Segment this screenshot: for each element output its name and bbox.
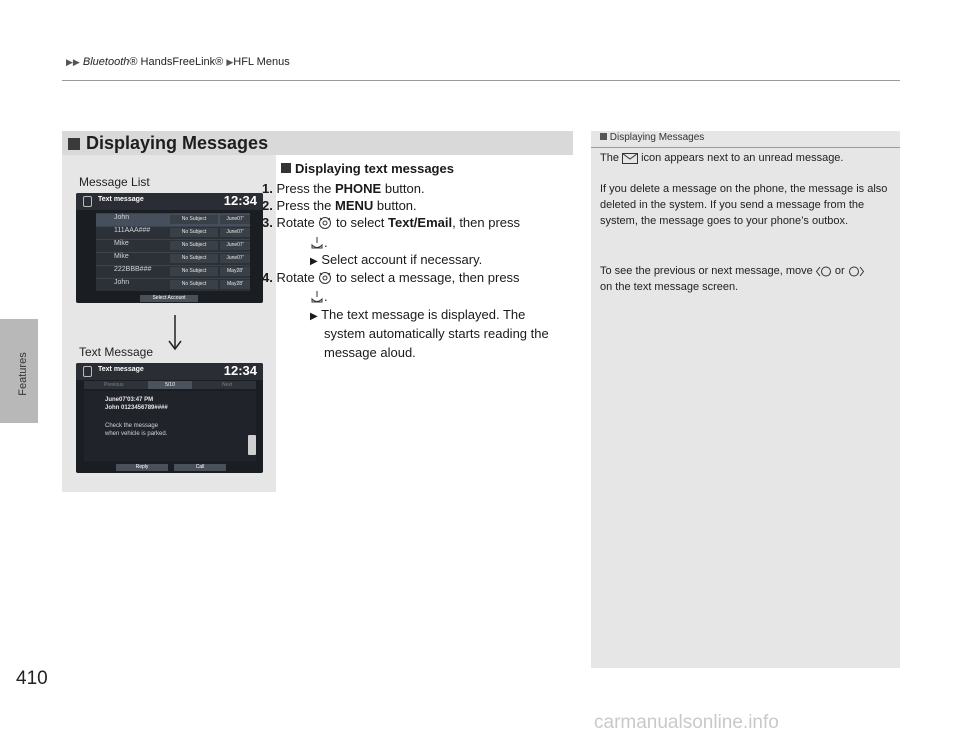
breadcrumb: ▶▶ Bluetooth® HandsFreeLink® ▶HFL Menus [66, 56, 290, 68]
note-marker-icon [600, 133, 607, 140]
square-bullet-icon [281, 163, 291, 173]
step-1: 1. Press the PHONE button. [262, 181, 425, 196]
note-navigation: To see the previous or next message, move or on the text message screen. [600, 263, 893, 295]
rotate-dial-icon [318, 271, 332, 285]
phone-icon [83, 366, 92, 377]
step-3: 3. Rotate to select Text/Email, then press [262, 215, 521, 230]
watermark: carmanualsonline.info [594, 712, 779, 733]
phone-icon [83, 196, 92, 207]
square-bullet-icon [68, 138, 80, 150]
select-account-button[interactable]: Select Account [140, 295, 198, 302]
note-unread-icon: The icon appears next to an unread message. [600, 152, 844, 164]
step-4-note: ▶ The text message is displayed. The [310, 307, 526, 322]
message-list-screen [76, 193, 263, 303]
down-arrow-icon [168, 315, 182, 351]
message-row[interactable]: John No Subject May28' [96, 278, 250, 291]
step-2: 2. Press the MENU button. [262, 198, 417, 213]
screen-header: Text message 12:34 [76, 363, 263, 380]
message-row[interactable]: John No Subject June07' [96, 213, 250, 226]
section-header: Displaying Messages [62, 131, 573, 155]
figure-caption-message-list: Message List [79, 175, 150, 189]
step-4-note-line3: message aloud. [324, 345, 416, 360]
page-number: 410 [16, 668, 48, 689]
notes-title: Displaying Messages [600, 132, 704, 143]
rotate-dial-icon [318, 216, 332, 230]
press-dial-icon [310, 290, 324, 304]
move-right-icon [848, 266, 864, 277]
step-3-press: . [310, 233, 625, 253]
step-3-note: ▶ Select account if necessary. [310, 252, 483, 267]
step-4-press: . [310, 287, 625, 307]
message-row[interactable]: Mike No Subject June07' [96, 239, 250, 252]
previous-tab[interactable]: Previous [104, 382, 124, 388]
arrow-icon: ▶ [310, 256, 318, 267]
reply-button[interactable]: Reply [116, 464, 168, 471]
step-4-note-line2: system automatically starts reading the [324, 326, 549, 341]
envelope-icon [622, 153, 638, 164]
next-tab[interactable]: Next [222, 382, 233, 388]
message-count: 5/10 [148, 381, 192, 389]
figure-caption-text-message: Text Message [79, 345, 154, 359]
header-divider [62, 80, 900, 81]
screen-header: Text message 12:34 [76, 193, 263, 210]
press-dial-icon [310, 236, 324, 250]
step-4: 4. Rotate to select a message, then press [262, 270, 520, 285]
message-row[interactable]: 111AAA### No Subject June07' [96, 226, 250, 239]
message-row[interactable]: 222BBB### No Subject May28' [96, 265, 250, 278]
volume-icon [248, 435, 256, 455]
text-message-screen [76, 363, 263, 473]
arrow-icon: ▶ [310, 311, 318, 322]
call-button[interactable]: Call [174, 464, 226, 471]
message-body: June07'03:47 PM John 0123456789#### Check the message when vehicle is parked. [84, 391, 256, 461]
chapter-label: Features [17, 352, 29, 396]
message-nav-bar [84, 381, 256, 389]
message-row[interactable]: Mike No Subject June07' [96, 252, 250, 265]
note-delete: If you delete a message on the phone, the message is also deleted in the system. If you send a message from the system, the message goes to your phone’s outbox. [600, 183, 888, 227]
subsection-heading: Displaying text messages [281, 159, 454, 179]
move-left-icon [816, 266, 832, 277]
